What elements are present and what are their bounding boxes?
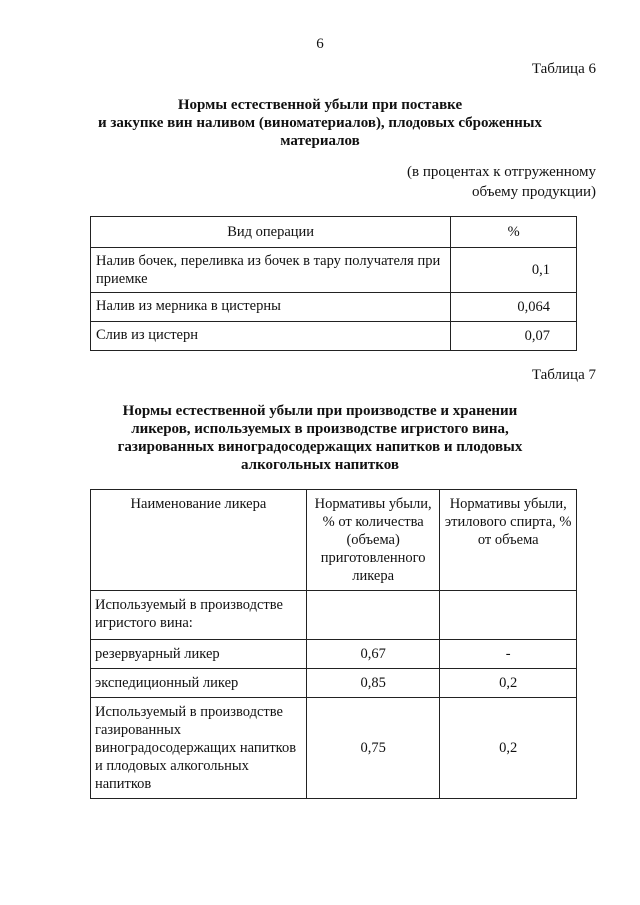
header-norm-alcohol: Нормативы убыли, этилового спирта, % от объема <box>440 490 577 591</box>
table-row <box>91 669 577 698</box>
table6-title-line: материалов <box>280 133 360 149</box>
page-number: 6 <box>316 36 324 52</box>
cell-norm-alcohol: - <box>440 640 577 669</box>
cell-liqueur-name: экспедиционный ликер <box>91 669 307 698</box>
cell-norm-liqueur: 0,67 <box>306 640 440 669</box>
table7-title-line: алкогольных напитков <box>241 457 399 473</box>
table6-label: Таблица 6 <box>531 61 596 77</box>
cell-percent: 0,1 <box>451 248 577 293</box>
cell-norm-alcohol: 0,2 <box>440 669 577 698</box>
header-operation: Вид операции <box>91 217 451 248</box>
cell-operation: Налив бочек, переливка из бочек в тару получателя при приемке <box>91 248 451 293</box>
table6-note-line: объему продукции) <box>471 184 596 200</box>
table-row <box>91 322 577 351</box>
table6-title-line: и закупке вин наливом (виноматериалов), плодовых сброженных <box>98 115 542 131</box>
table6-title-line: Нормы естественной убыли при поставке <box>177 97 463 113</box>
cell-percent: 0,064 <box>451 293 577 322</box>
header-liqueur-name: Наименование ликера <box>91 490 307 591</box>
table-header-row <box>91 217 577 248</box>
table-row <box>91 698 577 799</box>
table7-title-line: газированных виноградосодержащих напитков и плодовых <box>117 439 523 455</box>
cell-liqueur-name: Используемый в производстве игристого вина: <box>91 591 307 640</box>
header-norm-liqueur: Нормативы убыли, % от количества (объема) приготовленного ликера <box>306 490 440 591</box>
header-percent: % <box>451 217 577 248</box>
table6 <box>90 216 577 351</box>
table7-title-line: Нормы естественной убыли при производстве и хранении <box>122 403 518 419</box>
table-row <box>91 640 577 669</box>
cell-percent: 0,07 <box>451 322 577 351</box>
cell-norm-liqueur <box>306 591 440 640</box>
table-header-row <box>91 490 577 591</box>
cell-norm-alcohol: 0,2 <box>440 698 577 799</box>
table7-label: Таблица 7 <box>531 367 596 383</box>
cell-liqueur-name: резервуарный ликер <box>91 640 307 669</box>
cell-operation: Слив из цистерн <box>91 322 451 351</box>
table7-title <box>0 402 640 474</box>
table6-note-line: (в процентах к отгруженному <box>407 164 596 180</box>
cell-norm-liqueur: 0,75 <box>306 698 440 799</box>
cell-norm-alcohol <box>440 591 577 640</box>
table-row <box>91 293 577 322</box>
table7 <box>90 489 577 799</box>
table7-title-line: ликеров, используемых в производстве игристого вина, <box>131 421 509 437</box>
cell-operation: Налив из мерника в цистерны <box>91 293 451 322</box>
cell-liqueur-name: Используемый в производстве газированных виноградосодержащих напитков и плодовых алкогольных напитков <box>91 698 307 799</box>
table-row <box>91 591 577 640</box>
table6-title <box>0 96 640 150</box>
table-row <box>91 248 577 293</box>
table6-note <box>407 162 596 202</box>
cell-norm-liqueur: 0,85 <box>306 669 440 698</box>
